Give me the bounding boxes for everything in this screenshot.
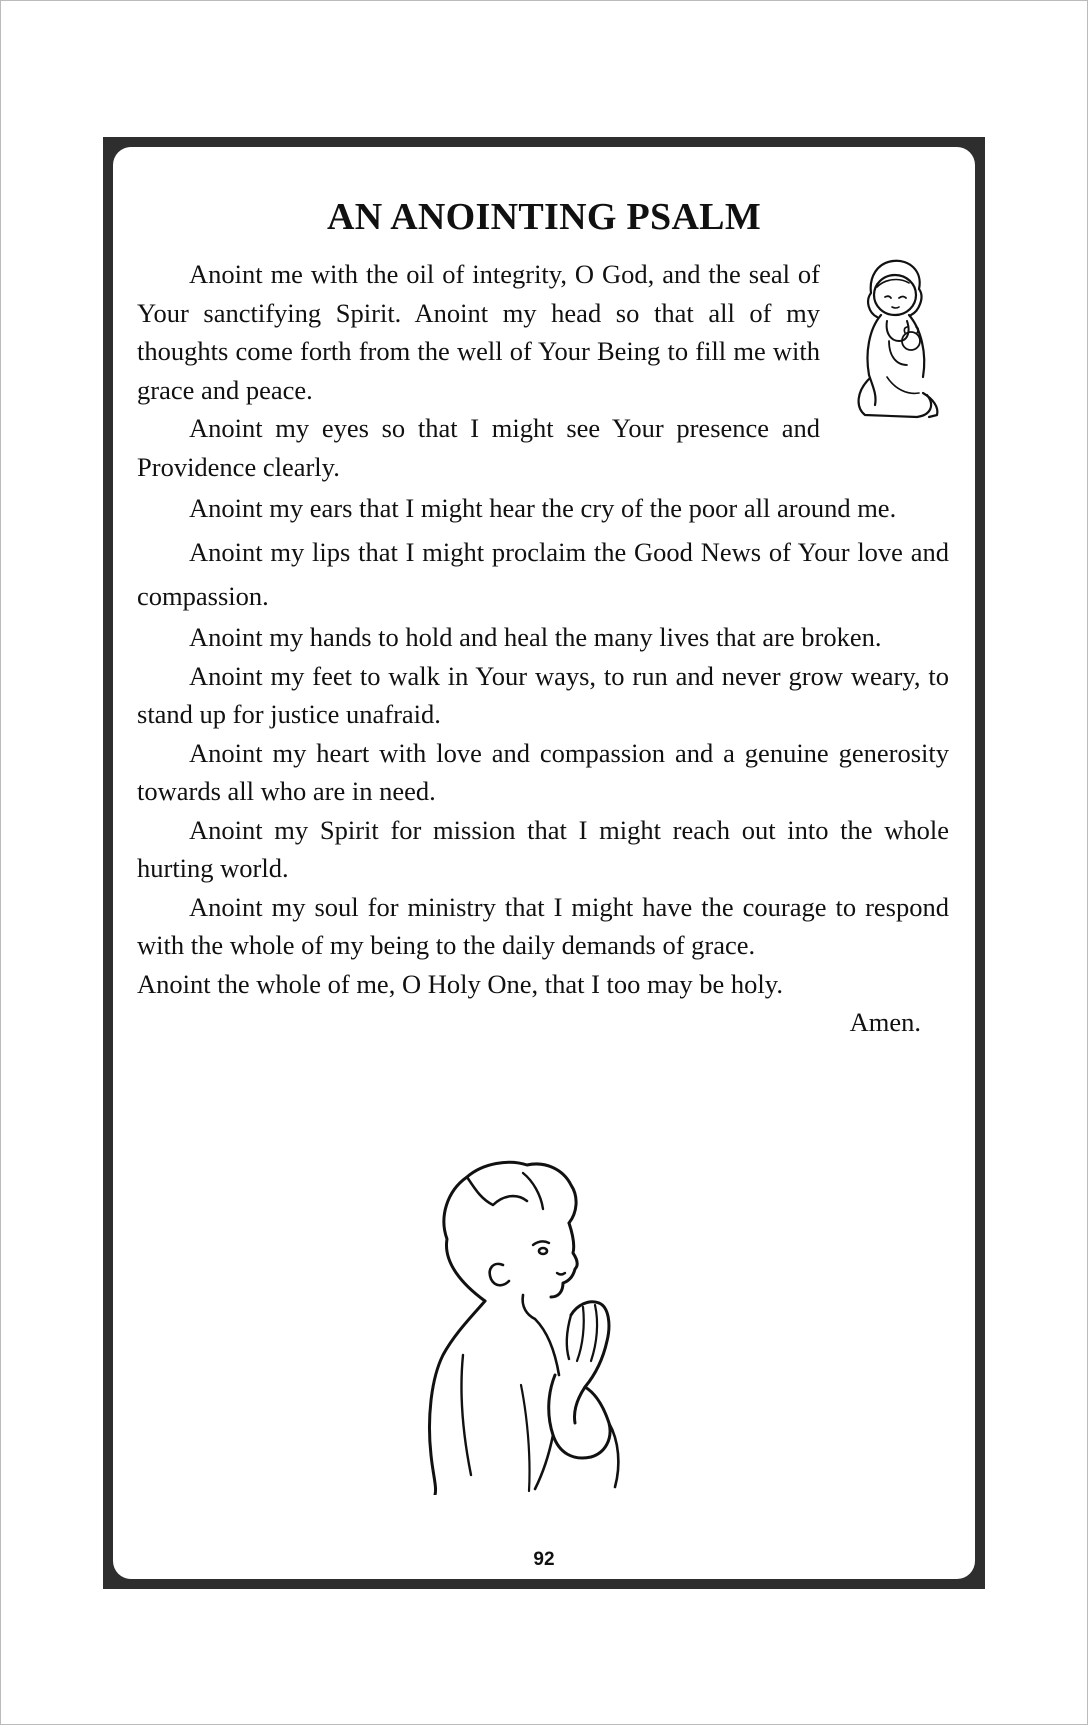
paragraph-7: Anoint my heart with love and compassion and a genuine generosity towards all who are in need. [137,737,949,806]
paragraph-1: Anoint me with the oil of integrity, O God, and the seal of Your sanctifying Spirit. Anoint my head so that all of my thoughts come forth from the well of Your Being to fill me with grace and peace. [137,259,820,405]
page-number: 92 [533,1549,555,1570]
paragraph-2: Anoint my eyes so that I might see Your presence and Providence clearly. [137,413,820,482]
paragraph-9: Anoint my soul for ministry that I might have the courage to respond with the whole of my being to the daily demands of grace. [137,891,949,960]
psalm-text [137,255,949,1042]
content-panel [113,147,975,1579]
paragraph-3: Anoint my ears that I might hear the cry of the poor all around me. [189,493,897,523]
page-frame [103,137,985,1589]
page-title: AN ANOINTING PSALM [327,196,761,238]
paragraph-6: Anoint my feet to walk in Your ways, to run and never grow weary, to stand up for justice unafraid. [137,660,949,729]
amen-closing: Amen. [849,1007,921,1037]
paragraph-4: Anoint my lips that I might proclaim the Good News of Your love and compassion. [137,537,949,611]
paragraph-8: Anoint my Spirit for mission that I might reach out into the whole hurting world. [137,814,949,883]
kneeling-praying-girl-icon [847,257,943,423]
praying-child-icon [423,1155,643,1495]
paragraph-5: Anoint my hands to hold and heal the many lives that are broken. [189,622,882,652]
paragraph-10: Anoint the whole of me, O Holy One, that I too may be holy. [137,968,783,999]
